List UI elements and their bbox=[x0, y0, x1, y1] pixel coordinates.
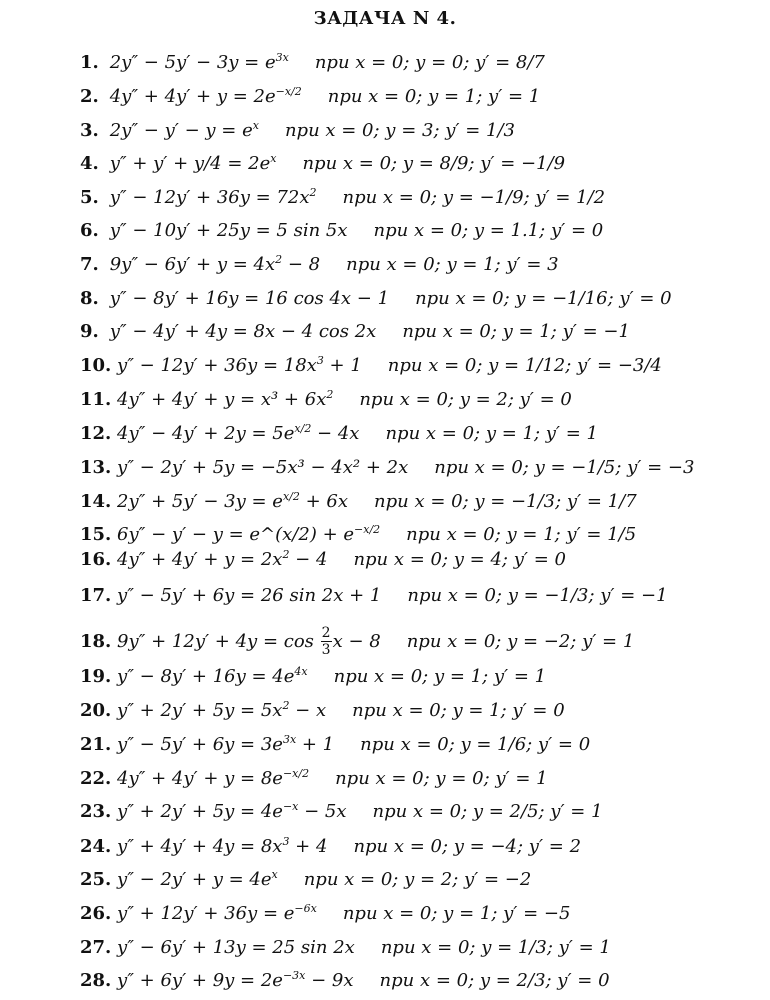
problem-number: 16. bbox=[80, 549, 112, 570]
initial-conditions: при x = 0; y = 1; y′ = 1 bbox=[385, 423, 598, 444]
initial-conditions: при x = 0; y = 1; y′ = −5 bbox=[342, 903, 571, 924]
initial-conditions: при x = 0; y = −1/3; y′ = 1/7 bbox=[374, 491, 637, 512]
problem-row bbox=[80, 700, 565, 722]
initial-conditions: при x = 0; y = 1; y′ = 1 bbox=[333, 666, 547, 687]
initial-conditions: при x = 0; y = 4; y′ = 0 bbox=[353, 549, 566, 570]
problem-row bbox=[80, 120, 515, 142]
problem-row bbox=[80, 423, 598, 445]
problem-equation: $4y'' + 4y' + y = 2e^{-x/2}$ bbox=[104, 85, 302, 107]
problem-number: 20. bbox=[80, 700, 112, 721]
problem-equation: y″ − 4y′ + 4y = 8x − 4 cos 2x bbox=[104, 321, 377, 342]
problem-number: 15. bbox=[80, 524, 112, 545]
initial-conditions: при x = 0; y = −2; y′ = 1 bbox=[406, 630, 635, 652]
problem-row bbox=[80, 389, 572, 411]
initial-conditions: при x = 0; y = 2/5; y′ = 1 bbox=[372, 801, 603, 822]
initial-conditions: при x = 0; y = 1/3; y′ = 1 bbox=[380, 937, 611, 958]
problem-number: 23. bbox=[80, 801, 112, 822]
problem-row bbox=[80, 549, 566, 571]
problem-row bbox=[80, 321, 630, 343]
initial-conditions: при x = 0; y = 1; y′ = 1 bbox=[327, 86, 541, 107]
problem-row bbox=[80, 254, 559, 276]
problem-number: 17. bbox=[80, 585, 112, 606]
problem-number: 13. bbox=[80, 457, 112, 478]
problem-row bbox=[80, 937, 611, 959]
problem-number: 6. bbox=[80, 220, 99, 241]
problem-row bbox=[80, 524, 636, 546]
problem-row bbox=[80, 355, 662, 377]
initial-conditions: при x = 0; y = 2/3; y′ = 0 bbox=[379, 970, 610, 991]
problem-row bbox=[80, 666, 546, 688]
problem-equation: $2y'' + 5y' - 3y = e^{x/2} + 6x$ bbox=[111, 490, 349, 512]
initial-conditions: при x = 0; y = 3; y′ = 1/3 bbox=[284, 120, 515, 141]
problem-equation: y″ − 10y′ + 25y = 5 sin 5x bbox=[104, 220, 348, 241]
problem-equation: $4y'' - 4y' + 2y = 5e^{x/2} - 4x$ bbox=[111, 422, 360, 444]
problem-row bbox=[80, 457, 694, 479]
problem-number: 24. bbox=[80, 836, 112, 857]
problem-row bbox=[80, 220, 603, 242]
problem-equation: $y'' + 4y' + 4y = 8x^3 + 4$ bbox=[111, 835, 328, 857]
initial-conditions: при x = 0; y = 1; y′ = −1 bbox=[402, 321, 630, 342]
problem-row bbox=[80, 585, 668, 607]
problem-number: 22. bbox=[80, 768, 112, 789]
initial-conditions: при x = 0; y = 1.1; y′ = 0 bbox=[373, 220, 604, 241]
problem-row bbox=[80, 734, 590, 756]
problem-number: 10. bbox=[80, 355, 112, 376]
problem-row bbox=[80, 869, 531, 891]
problem-number: 1. bbox=[80, 52, 99, 73]
problem-row bbox=[80, 491, 637, 513]
problem-number: 18. bbox=[80, 630, 112, 652]
problem-number: 25. bbox=[80, 869, 112, 890]
problem-equation: 6y″ − y′ − y = e^(x/2) + $e^{-x/2}$ bbox=[111, 523, 381, 545]
problem-row bbox=[80, 970, 610, 992]
initial-conditions: при x = 0; y = 8/9; y′ = −1/9 bbox=[302, 153, 566, 174]
problem-equation: $4y'' + 4y' + y = 2x^2 - 4$ bbox=[111, 548, 328, 570]
initial-conditions: при x = 0; y = 1; y′ = 0 bbox=[352, 700, 565, 721]
problem-number: 19. bbox=[80, 666, 112, 687]
problem-row bbox=[80, 768, 548, 790]
problem-row bbox=[80, 801, 603, 823]
initial-conditions: при x = 0; y = −1/3; y′ = −1 bbox=[407, 585, 668, 606]
initial-conditions: при x = 0; y = 2; y′ = −2 bbox=[303, 869, 532, 890]
problem-equation: y″ − 6y′ + 13y = 25 sin 2x bbox=[111, 937, 355, 958]
problem-equation: $y'' + y' + y/4 = 2e^x$ bbox=[104, 152, 277, 174]
problem-number: 12. bbox=[80, 423, 112, 444]
problem-number: 28. bbox=[80, 970, 112, 991]
problem-row bbox=[80, 52, 545, 74]
problem-equation: $y'' + 12y' + 36y = e^{-6x}$ bbox=[111, 902, 317, 924]
problem-equation: $2y'' - y' - y = e^x$ bbox=[104, 119, 259, 141]
problem-equation: $9y'' - 6y' + y = 4x^2 - 8$ bbox=[104, 253, 321, 275]
initial-conditions: при x = 0; y = 1/12; y′ = −3/4 bbox=[387, 355, 662, 376]
problem-row bbox=[80, 625, 634, 658]
problem-number: 14. bbox=[80, 491, 112, 512]
initial-conditions: при x = 0; y = 0; y′ = 8/7 bbox=[314, 52, 545, 73]
problem-number: 4. bbox=[80, 153, 99, 174]
problem-number: 5. bbox=[80, 187, 99, 208]
initial-conditions: при x = 0; y = 0; y′ = 1 bbox=[335, 768, 548, 789]
problem-row bbox=[80, 187, 605, 209]
problem-equation: $2y'' - 5y' - 3y = e^{3x}$ bbox=[104, 51, 289, 73]
problem-equation: $y'' - 2y' + y = 4e^x$ bbox=[111, 868, 278, 890]
problem-number: 2. bbox=[80, 86, 99, 107]
initial-conditions: при x = 0; y = 1; y′ = 3 bbox=[346, 254, 559, 275]
fraction: $\frac{2}{3}$ bbox=[321, 625, 331, 658]
problem-number: 11. bbox=[80, 389, 112, 410]
problem-equation: $y'' - 5y' + 6y = 3e^{3x} + 1$ bbox=[111, 733, 335, 755]
initial-conditions: при x = 0; y = 2; y′ = 0 bbox=[359, 389, 572, 410]
problem-row bbox=[80, 86, 540, 108]
problem-equation: $y'' + 2y' + 5y = 5x^2 - x$ bbox=[111, 699, 327, 721]
initial-conditions: при x = 0; y = 1/6; y′ = 0 bbox=[360, 734, 591, 755]
problem-equation: $y'' - 12y' + 36y = 72x^2$ bbox=[104, 186, 317, 208]
problem-row bbox=[80, 836, 581, 858]
problem-equation: y″ − 8y′ + 16y = 16 cos 4x − 1 bbox=[104, 288, 390, 309]
problem-number: 3. bbox=[80, 120, 99, 141]
problem-row bbox=[80, 153, 565, 175]
problem-equation: $y'' - 12y' + 36y = 18x^3 + 1$ bbox=[111, 354, 362, 376]
initial-conditions: при x = 0; y = −4; y′ = 2 bbox=[353, 836, 582, 857]
problem-number: 21. bbox=[80, 734, 112, 755]
problem-number: 26. bbox=[80, 903, 112, 924]
initial-conditions: при x = 0; y = 1; y′ = 1/5 bbox=[406, 524, 637, 545]
problem-equation: $y'' + 6y' + 9y = 2e^{-3x} - 9x$ bbox=[111, 969, 354, 991]
page-title: ЗАДАЧА N 4. bbox=[313, 8, 457, 29]
problem-number: 8. bbox=[80, 288, 99, 309]
problem-equation: 9y″ + 12y′ + 4y = cos $\frac{2}{3}$ x − 8 bbox=[111, 625, 381, 658]
problem-number: 27. bbox=[80, 937, 112, 958]
problem-equation: $y'' - 8y' + 16y = 4e^{4x}$ bbox=[111, 665, 308, 687]
problem-equation: $4y'' + 4y' + y = 8e^{-x/2}$ bbox=[111, 767, 310, 789]
problem-row bbox=[80, 288, 672, 310]
problem-equation: $y'' + 2y' + 5y = 4e^{-x} - 5x$ bbox=[111, 800, 347, 822]
problem-number: 7. bbox=[80, 254, 99, 275]
problem-equation: $4y'' + 4y' + y = x^3 + 6x^2$ bbox=[111, 388, 334, 410]
problem-equation: y″ − 5y′ + 6y = 26 sin 2x + 1 bbox=[111, 585, 382, 606]
initial-conditions: при x = 0; y = −1/9; y′ = 1/2 bbox=[342, 187, 606, 208]
initial-conditions: при x = 0; y = −1/16; y′ = 0 bbox=[415, 288, 672, 309]
problem-row bbox=[80, 903, 570, 925]
problem-number: 9. bbox=[80, 321, 99, 342]
problem-equation: y″ − 2y′ + 5y = −5x³ − 4x² + 2x bbox=[111, 457, 409, 478]
initial-conditions: при x = 0; y = −1/5; y′ = −3 bbox=[434, 457, 695, 478]
